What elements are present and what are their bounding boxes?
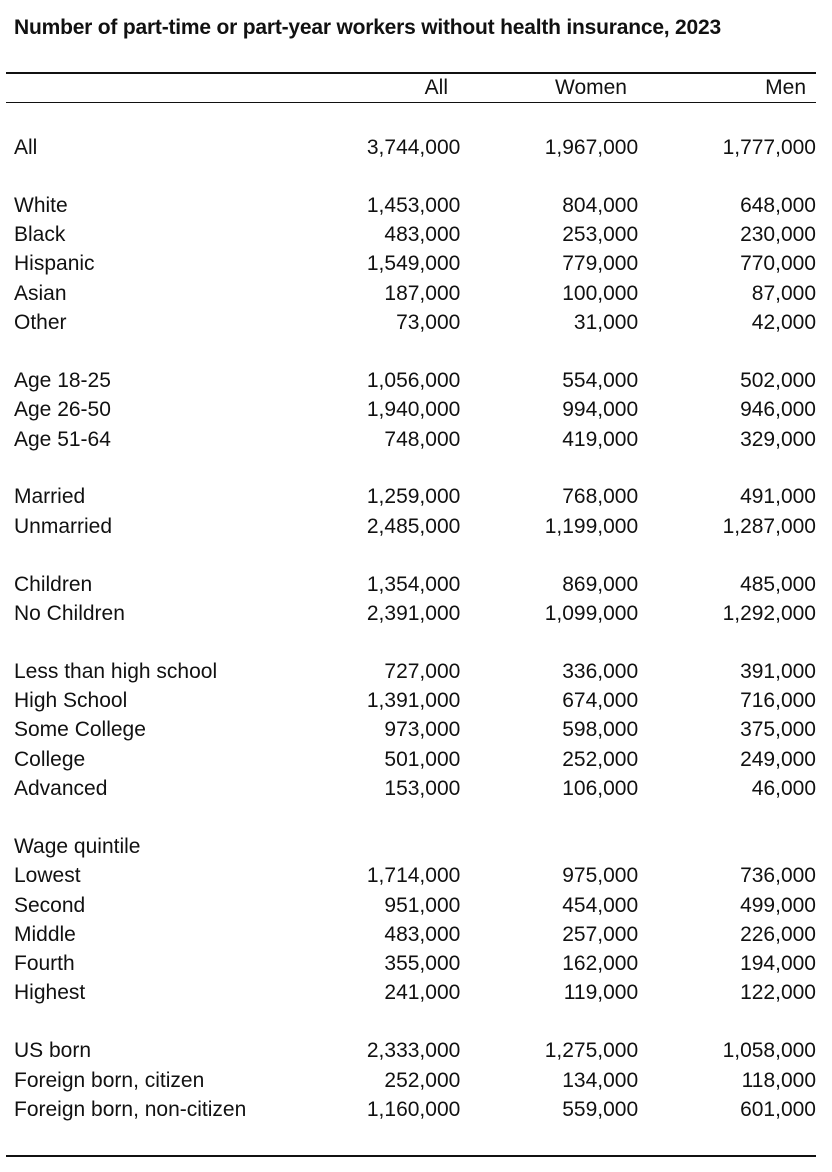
cell-women: 336,000 xyxy=(562,659,639,683)
cell-all: 1,259,000 xyxy=(366,485,461,509)
cell-men: 226,000 xyxy=(740,922,816,946)
row-label: Fourth xyxy=(14,952,75,976)
cell-all: 1,056,000 xyxy=(366,368,461,392)
table-row xyxy=(0,686,816,715)
cell-women: 134,000 xyxy=(562,1068,639,1092)
table-row xyxy=(0,745,816,774)
cell-women: 162,000 xyxy=(562,952,639,976)
cell-men: 491,000 xyxy=(740,485,816,509)
row-label: Age 51-64 xyxy=(14,427,111,451)
row-label: Some College xyxy=(14,718,146,742)
cell-men: 1,777,000 xyxy=(722,136,816,159)
cell-men: 391,000 xyxy=(740,659,816,683)
table-row xyxy=(0,949,816,978)
cell-all: 187,000 xyxy=(384,281,461,305)
cell-men: 329,000 xyxy=(740,427,816,451)
table-row xyxy=(0,395,816,424)
cell-all: 355,000 xyxy=(384,952,461,976)
cell-women: 1,099,000 xyxy=(544,601,639,625)
row-label: US born xyxy=(14,1039,92,1063)
cell-all: 951,000 xyxy=(384,893,461,917)
cell-women: 252,000 xyxy=(562,747,639,771)
table-row xyxy=(0,774,816,803)
cell-women: 804,000 xyxy=(562,193,639,217)
group-spacer xyxy=(0,628,816,657)
row-label: Middle xyxy=(14,922,76,946)
cell-women: 598,000 xyxy=(562,718,639,742)
column-header-men: Men xyxy=(765,76,806,99)
table-row xyxy=(0,279,816,308)
cell-men: 736,000 xyxy=(740,864,816,888)
cell-all: 1,714,000 xyxy=(366,864,461,888)
cell-all: 1,940,000 xyxy=(366,398,461,422)
row-label: Lowest xyxy=(14,864,81,888)
cell-all: 73,000 xyxy=(396,311,461,335)
top-rule xyxy=(6,72,816,74)
cell-women: 559,000 xyxy=(562,1097,639,1121)
row-label: High School xyxy=(14,689,128,713)
column-header-row xyxy=(6,76,816,100)
cell-men: 46,000 xyxy=(751,777,816,801)
row-label: Hispanic xyxy=(14,252,95,276)
row-label: Second xyxy=(14,893,86,917)
cell-men: 499,000 xyxy=(740,893,816,917)
table-row xyxy=(0,570,816,599)
data-table xyxy=(0,133,816,1124)
table-row xyxy=(0,715,816,744)
table-row xyxy=(0,425,816,454)
table-row xyxy=(0,891,816,920)
cell-men: 601,000 xyxy=(740,1097,816,1121)
cell-men: 122,000 xyxy=(740,981,816,1005)
table-row xyxy=(0,1066,816,1095)
table-row xyxy=(0,308,816,337)
cell-men: 485,000 xyxy=(740,572,816,596)
cell-women: 674,000 xyxy=(562,689,639,713)
cell-all: 252,000 xyxy=(384,1068,461,1092)
cell-all: 501,000 xyxy=(384,747,461,771)
cell-all: 241,000 xyxy=(384,981,461,1005)
cell-all: 1,549,000 xyxy=(366,252,461,276)
table-row xyxy=(0,1036,816,1065)
cell-women: 257,000 xyxy=(562,922,639,946)
cell-all: 973,000 xyxy=(384,718,461,742)
cell-men: 770,000 xyxy=(740,252,816,276)
table-row xyxy=(0,133,816,162)
row-label: White xyxy=(14,193,68,217)
cell-women: 454,000 xyxy=(562,893,639,917)
cell-women: 1,967,000 xyxy=(544,136,639,159)
cell-men: 716,000 xyxy=(740,689,816,713)
cell-men: 118,000 xyxy=(741,1068,816,1092)
row-label: Asian xyxy=(14,281,67,305)
cell-women xyxy=(460,832,638,861)
cell-all: 3,744,000 xyxy=(366,136,461,159)
cell-all: 153,000 xyxy=(384,777,461,801)
cell-all: 483,000 xyxy=(384,223,461,247)
cell-all: 1,391,000 xyxy=(366,689,461,713)
cell-women: 1,275,000 xyxy=(544,1039,639,1063)
cell-women: 119,000 xyxy=(563,981,639,1005)
table-row xyxy=(0,832,816,861)
cell-women: 106,000 xyxy=(562,777,639,801)
row-label: Unmarried xyxy=(14,514,113,538)
cell-all: 2,333,000 xyxy=(366,1039,461,1063)
table-title: Number of part-time or part-year workers without health insurance, 2023 xyxy=(14,16,721,39)
cell-all: 1,354,000 xyxy=(366,572,461,596)
cell-men: 1,058,000 xyxy=(722,1039,816,1063)
cell-women: 253,000 xyxy=(562,223,639,247)
cell-women: 100,000 xyxy=(562,281,639,305)
cell-all: 483,000 xyxy=(384,922,461,946)
table-row xyxy=(0,978,816,1007)
row-label: Foreign born, citizen xyxy=(14,1068,205,1092)
row-label: College xyxy=(14,747,86,771)
table-row xyxy=(0,657,816,686)
cell-all: 1,453,000 xyxy=(366,193,461,217)
row-label: Advanced xyxy=(14,777,108,801)
table-row xyxy=(0,512,816,541)
cell-all xyxy=(313,832,460,861)
cell-men: 1,292,000 xyxy=(722,601,816,625)
bottom-rule xyxy=(6,1155,816,1157)
row-label: Foreign born, non-citizen xyxy=(14,1097,247,1121)
group-spacer xyxy=(0,541,816,570)
group-spacer xyxy=(0,1008,816,1037)
row-label: Less than high school xyxy=(14,659,218,683)
group-spacer xyxy=(0,803,816,832)
column-header-women: Women xyxy=(555,76,627,99)
cell-women: 975,000 xyxy=(562,864,639,888)
row-label: No Children xyxy=(14,601,125,625)
group-spacer xyxy=(0,162,816,191)
cell-men: 194,000 xyxy=(740,952,816,976)
row-label: Married xyxy=(14,485,86,509)
cell-women: 768,000 xyxy=(562,485,639,509)
cell-all: 2,485,000 xyxy=(366,514,461,538)
cell-men: 502,000 xyxy=(740,368,816,392)
cell-women: 994,000 xyxy=(562,398,639,422)
row-label: Black xyxy=(14,223,66,247)
cell-women: 554,000 xyxy=(562,368,639,392)
cell-men: 946,000 xyxy=(740,398,816,422)
cell-women: 419,000 xyxy=(562,427,639,451)
cell-men: 87,000 xyxy=(751,281,816,305)
table-row xyxy=(0,366,816,395)
table-row xyxy=(0,599,816,628)
cell-all: 1,160,000 xyxy=(366,1097,461,1121)
cell-men: 230,000 xyxy=(740,223,816,247)
row-label: Age 26-50 xyxy=(14,398,111,422)
table-row xyxy=(0,191,816,220)
cell-women: 1,199,000 xyxy=(544,514,639,538)
table-row xyxy=(0,1095,816,1124)
table-body xyxy=(0,133,816,1124)
cell-men: 249,000 xyxy=(740,747,816,771)
table-row xyxy=(0,220,816,249)
row-label: Age 18-25 xyxy=(14,368,111,392)
cell-women: 31,000 xyxy=(573,311,639,335)
table-row xyxy=(0,861,816,890)
group-spacer xyxy=(0,454,816,483)
cell-men: 1,287,000 xyxy=(722,514,816,538)
cell-men xyxy=(638,832,816,861)
cell-women: 869,000 xyxy=(562,572,639,596)
row-label: Children xyxy=(14,572,93,596)
table-row xyxy=(0,249,816,278)
row-label: Wage quintile xyxy=(14,834,141,858)
cell-all: 2,391,000 xyxy=(366,601,461,625)
cell-all: 748,000 xyxy=(384,427,461,451)
cell-women: 779,000 xyxy=(562,252,639,276)
cell-men: 375,000 xyxy=(740,718,816,742)
row-label: Other xyxy=(14,311,67,335)
cell-men: 648,000 xyxy=(740,193,816,217)
row-label: Highest xyxy=(14,981,86,1005)
table-row xyxy=(0,920,816,949)
cell-all: 727,000 xyxy=(384,659,461,683)
column-header-all: All xyxy=(424,76,448,99)
table-row xyxy=(0,482,816,511)
row-label: All xyxy=(14,136,38,159)
group-spacer xyxy=(0,337,816,366)
header-rule xyxy=(6,102,816,103)
cell-men: 42,000 xyxy=(751,311,816,335)
